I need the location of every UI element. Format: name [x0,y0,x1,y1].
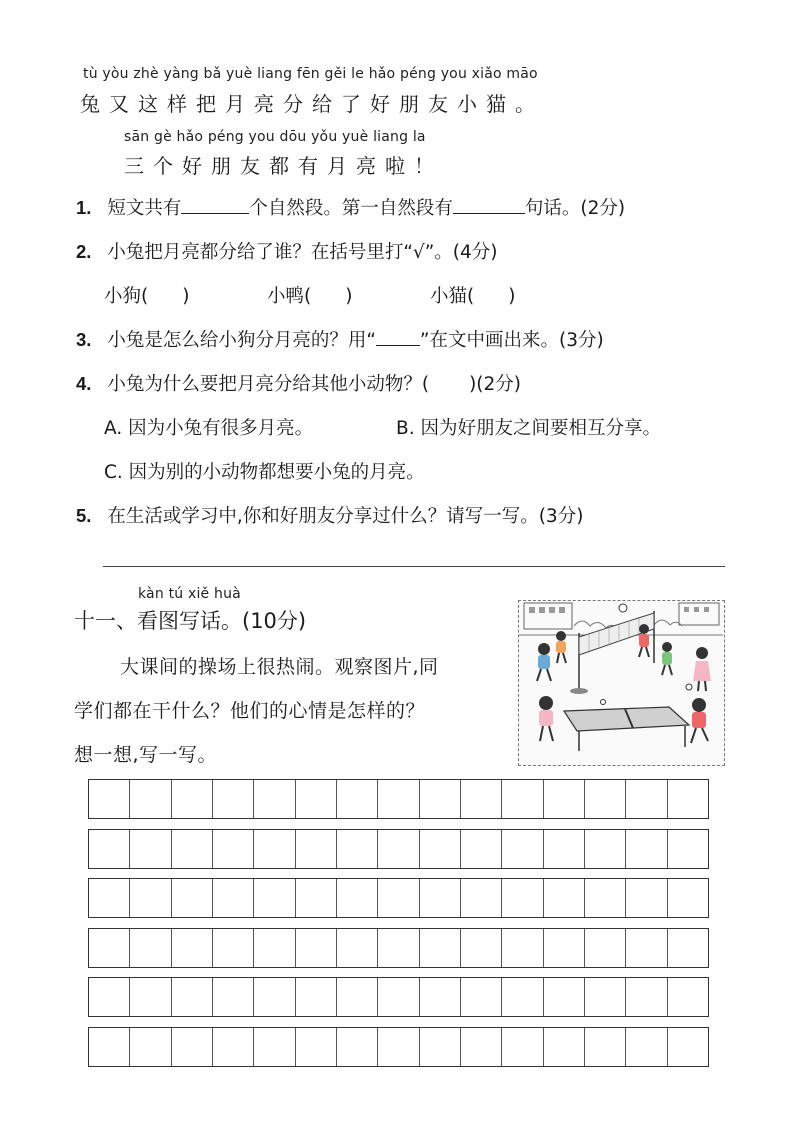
grid-cell[interactable] [378,1028,419,1066]
option-label: 小猫( [430,286,475,307]
question-text: 小兔把月亮都分给了谁？在括号里打“√”。(4分) [107,242,498,263]
grid-cell[interactable] [585,1028,626,1066]
playground-illustration [518,600,725,766]
grid-cell[interactable] [502,830,543,868]
section11-prompt-line1: 大课间的操场上很热闹。观察图片,同 [120,656,439,678]
grid-cell[interactable] [461,879,502,917]
grid-cell[interactable] [461,830,502,868]
paren-close: ) [182,286,190,307]
question-text: 小兔为什么要把月亮分给其他小动物？( [107,374,430,395]
grid-cell[interactable] [585,780,626,818]
grid-cell[interactable] [626,830,667,868]
grid-cell[interactable] [296,929,337,967]
grid-cell[interactable] [544,780,585,818]
paren-close: ) [345,286,353,307]
grid-cell[interactable] [626,780,667,818]
grid-cell[interactable] [378,830,419,868]
grid-cell[interactable] [89,1028,130,1066]
grid-cell[interactable] [337,780,378,818]
question-1 [76,194,625,220]
grid-cell[interactable] [254,830,295,868]
passage-line2-pinyin: sān gè hǎo péng you dōu yǒu yuè liang la [124,129,426,145]
grid-cell[interactable] [668,929,708,967]
paren-close: ) [508,286,516,307]
grid-cell[interactable] [296,780,337,818]
grid-cell[interactable] [626,1028,667,1066]
question-3 [76,326,604,352]
option-dog[interactable] [104,282,189,308]
grid-cell[interactable] [337,879,378,917]
question-text: ”在文中画出来。(3分) [419,330,604,351]
question-text: 小兔是怎么给小狗分月亮的？用“ [107,330,376,351]
grid-cell[interactable] [502,1028,543,1066]
option-label: 小鸭( [267,286,312,307]
grid-row [88,928,709,968]
grid-cell[interactable] [213,978,254,1016]
question-number: 2. [76,241,92,262]
grid-cell[interactable] [172,830,213,868]
question-text: )(2分) [469,374,521,395]
option-a: A. 因为小兔有很多月亮。 [104,418,314,439]
grid-cell[interactable] [213,830,254,868]
grid-cell[interactable] [420,780,461,818]
answer-blank-sentences[interactable] [453,195,525,214]
answer-line[interactable] [103,566,725,567]
option-c: C. 因为别的小动物都想要小兔的月亮。 [104,462,425,483]
grid-cell[interactable] [254,978,295,1016]
option-b: B. 因为好朋友之间要相互分享。 [396,418,661,439]
grid-cell[interactable] [89,929,130,967]
question-text: 在生活或学习中,你和好朋友分享过什么？请写一写。(3分) [107,506,584,527]
grid-cell[interactable] [337,1028,378,1066]
grid-cell[interactable] [585,978,626,1016]
question-text: 句话。(2分) [524,198,626,219]
grid-cell[interactable] [89,830,130,868]
grid-cell[interactable] [378,978,419,1016]
grid-cell[interactable] [130,780,171,818]
grid-cell[interactable] [89,978,130,1016]
grid-cell[interactable] [544,830,585,868]
grid-cell[interactable] [420,929,461,967]
grid-cell[interactable] [130,978,171,1016]
grid-cell[interactable] [668,830,708,868]
grid-cell[interactable] [626,978,667,1016]
question-4 [76,370,521,396]
grid-cell[interactable] [337,978,378,1016]
grid-cell[interactable] [668,879,708,917]
grid-cell[interactable] [420,978,461,1016]
grid-cell[interactable] [668,1028,708,1066]
grid-cell[interactable] [626,929,667,967]
grid-cell[interactable] [337,929,378,967]
grid-cell[interactable] [461,780,502,818]
grid-cell[interactable] [502,978,543,1016]
grid-row [88,977,709,1017]
grid-cell[interactable] [89,879,130,917]
grid-cell[interactable] [420,1028,461,1066]
grid-cell[interactable] [296,830,337,868]
grid-cell[interactable] [172,780,213,818]
grid-cell[interactable] [254,929,295,967]
underline-sample [376,327,420,346]
grid-cell[interactable] [502,879,543,917]
grid-cell[interactable] [378,780,419,818]
grid-cell[interactable] [337,830,378,868]
option-cat[interactable] [430,282,515,308]
section11-pinyin: kàn tú xiě huà [138,586,241,602]
grid-cell[interactable] [254,1028,295,1066]
grid-cell[interactable] [89,780,130,818]
grid-cell[interactable] [668,780,708,818]
question-number: 1. [76,197,92,218]
question-text: 短文共有 [107,198,182,219]
grid-cell[interactable] [296,1028,337,1066]
grid-cell[interactable] [172,929,213,967]
question-5 [76,502,583,528]
grid-cell[interactable] [378,929,419,967]
grid-cell[interactable] [420,879,461,917]
grid-row [88,779,709,819]
grid-cell[interactable] [296,978,337,1016]
grid-cell[interactable] [461,1028,502,1066]
grid-cell[interactable] [585,830,626,868]
grid-cell[interactable] [254,780,295,818]
grid-cell[interactable] [130,830,171,868]
question-2 [76,238,498,264]
grid-cell[interactable] [461,929,502,967]
grid-cell[interactable] [172,879,213,917]
question-number: 5. [76,505,92,526]
passage-line2-text: 三个好朋友都有月亮啦！ [124,154,443,178]
passage-line1-text: 兔又这样把月亮分给了好朋友小猫。 [80,92,544,116]
grid-cell[interactable] [296,879,337,917]
section11-prompt-line3: 想一想,写一写。 [74,744,218,766]
grid-cell[interactable] [213,879,254,917]
grid-row [88,878,709,918]
grid-cell[interactable] [502,780,543,818]
passage-line1-pinyin: tù yòu zhè yàng bǎ yuè liang fēn gěi le hǎo péng you xiǎo māo [83,66,538,82]
grid-cell[interactable] [213,780,254,818]
grid-cell[interactable] [378,879,419,917]
grid-cell[interactable] [172,978,213,1016]
option-label: 小狗( [104,286,149,307]
section11-title: 十一、看图写话。(10分) [74,609,307,633]
option-duck[interactable] [267,282,352,308]
grid-cell[interactable] [172,1028,213,1066]
grid-cell[interactable] [544,978,585,1016]
grid-cell[interactable] [544,929,585,967]
grid-cell[interactable] [544,1028,585,1066]
grid-cell[interactable] [626,879,667,917]
grid-cell[interactable] [130,1028,171,1066]
grid-cell[interactable] [544,879,585,917]
grid-cell[interactable] [585,929,626,967]
grid-cell[interactable] [213,929,254,967]
answer-blank-paragraphs[interactable] [181,195,249,214]
question-text: 个自然段。第一自然段有 [249,198,453,219]
grid-cell[interactable] [420,830,461,868]
section11-prompt-line2: 学们都在干什么？他们的心情是怎样的？ [74,700,426,722]
grid-cell[interactable] [585,879,626,917]
grid-cell[interactable] [502,929,543,967]
grid-row [88,829,709,869]
grid-cell[interactable] [213,1028,254,1066]
grid-row [88,1027,709,1067]
question-number: 4. [76,373,92,394]
grid-cell[interactable] [461,978,502,1016]
grid-cell[interactable] [668,978,708,1016]
grid-cell[interactable] [130,929,171,967]
question-number: 3. [76,329,92,350]
grid-cell[interactable] [254,879,295,917]
grid-cell[interactable] [130,879,171,917]
